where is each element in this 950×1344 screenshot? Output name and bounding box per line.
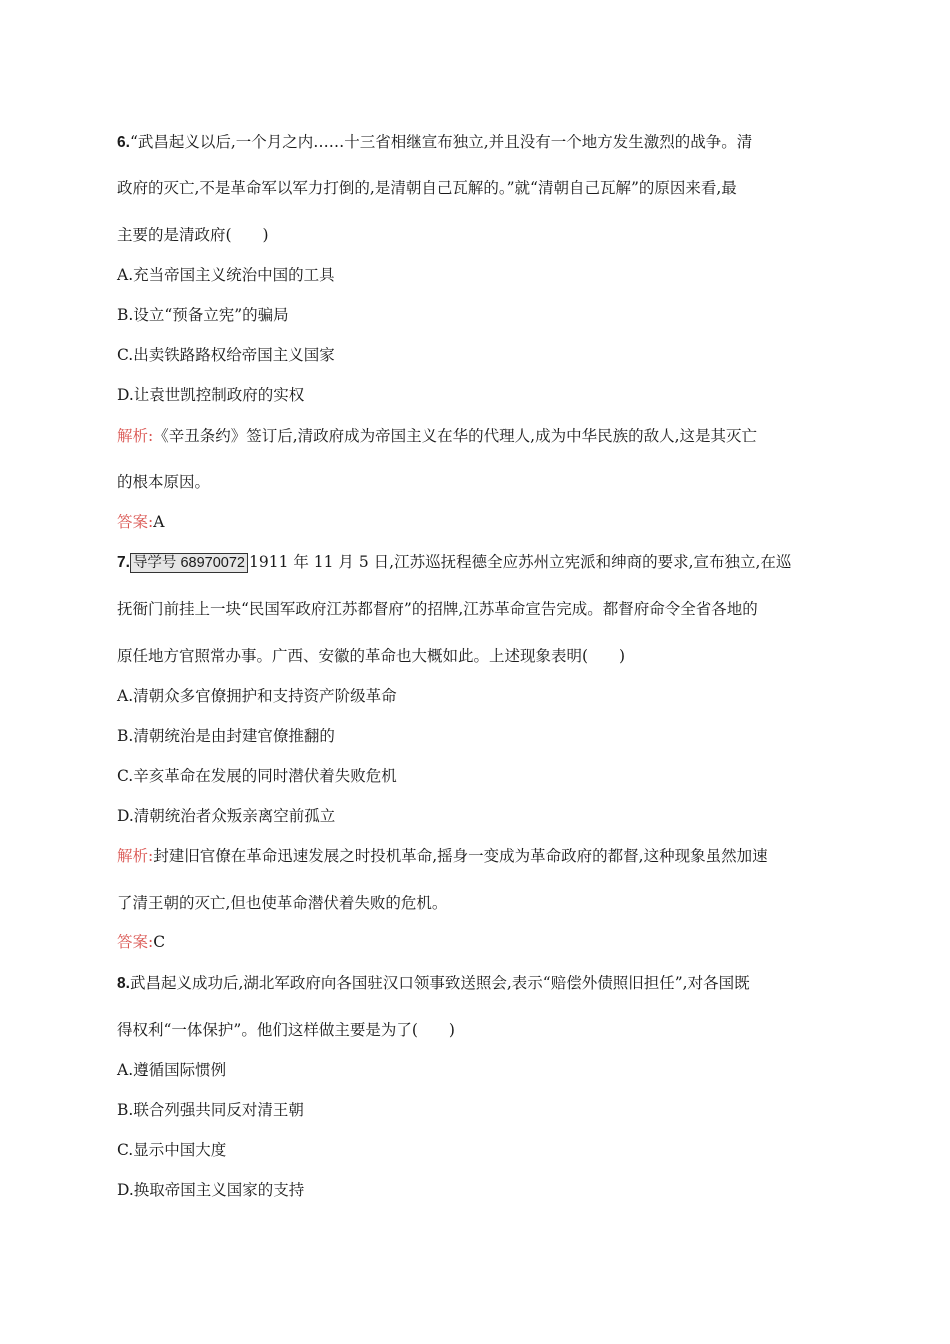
question-7-stem-line-3: 原任地方官照常办事。广西、安徽的革命也大概如此。上述现象表明( ) — [117, 647, 626, 665]
question-6-analysis-line-2: 的根本原因。 — [117, 473, 211, 491]
question-7-stem-line-1: 7. 导学号 68970072 1911 年 11 月 5 日,江苏巡抚程德全应苏州立宪派和绅商的要求,宣布独立,在巡 — [117, 553, 792, 571]
question-6-option-a: A.充当帝国主义统治中国的工具 — [117, 266, 335, 284]
question-6-option-d: D.让袁世凯控制政府的实权 — [117, 386, 305, 404]
question-7-answer — [117, 931, 837, 953]
question-6-analysis-line-1: 解析:《辛丑条约》签订后,清政府成为帝国主义在华的代理人,成为中华民族的敌人,这是其灭亡 — [117, 427, 758, 445]
question-8-option-d: D.换取帝国主义国家的支持 — [117, 1181, 305, 1199]
question-number: 6. — [117, 134, 130, 151]
question-6-option-b: B.设立“预备立宪”的骗局 — [117, 306, 289, 324]
question-7-analysis-line-2: 了清王朝的灭亡,但也使革命潜伏着失败的危机。 — [117, 894, 448, 912]
question-8-stem-line-1: 8.武昌起义成功后,湖北军政府向各国驻汉口领事致送照会,表示“赔偿外债照旧担任”,对各国既 — [117, 974, 750, 992]
analysis-label: 解析: — [117, 427, 154, 445]
question-6-stem-line-1: 6.“武昌起义以后,一个月之内……十三省相继宣布独立,并且没有一个地方发生激烈的战争。清 — [117, 133, 753, 151]
question-6-option-c: C.出卖铁路路权给帝国主义国家 — [117, 346, 335, 364]
question-8-option-a: A.遵循国际惯例 — [117, 1061, 227, 1079]
answer-label: 答案: — [117, 513, 154, 531]
analysis-label: 解析: — [117, 847, 154, 865]
question-number: 8. — [117, 975, 130, 992]
question-7-option-c: C.辛亥革命在发展的同时潜伏着失败危机 — [117, 767, 397, 785]
answer-value: A — [153, 513, 165, 531]
question-6-stem-line-2: 政府的灭亡,不是革命军以军力打倒的,是清朝自己瓦解的。”就“清朝自己瓦解”的原因来看,最 — [117, 179, 737, 197]
question-number: 7. — [117, 554, 130, 571]
guide-number-tag[interactable]: 导学号 68970072 — [130, 553, 248, 573]
question-7-stem-line-2: 抚衙门前挂上一块“民国军政府江苏都督府”的招牌,江苏革命宣告完成。都督府命令全省各地的 — [117, 600, 758, 618]
answer-value: C — [153, 933, 166, 951]
question-6-answer — [117, 511, 837, 533]
question-7-option-d: D.清朝统治者众叛亲离空前孤立 — [117, 807, 336, 825]
question-7-option-a: A.清朝众多官僚拥护和支持资产阶级革命 — [117, 687, 397, 705]
question-8-stem-line-2: 得权利“一体保护”。他们这样做主要是为了( ) — [117, 1021, 455, 1039]
question-6-stem-line-3: 主要的是清政府( ) — [117, 226, 269, 244]
question-8-option-c: C.显示中国大度 — [117, 1141, 227, 1159]
question-8-option-b: B.联合列强共同反对清王朝 — [117, 1101, 304, 1119]
question-7-option-b: B.清朝统治是由封建官僚推翻的 — [117, 727, 335, 745]
question-7-analysis-line-1: 解析:封建旧官僚在革命迅速发展之时投机革命,摇身一变成为革命政府的都督,这种现象虽然加速 — [117, 847, 768, 865]
answer-label: 答案: — [117, 933, 154, 951]
